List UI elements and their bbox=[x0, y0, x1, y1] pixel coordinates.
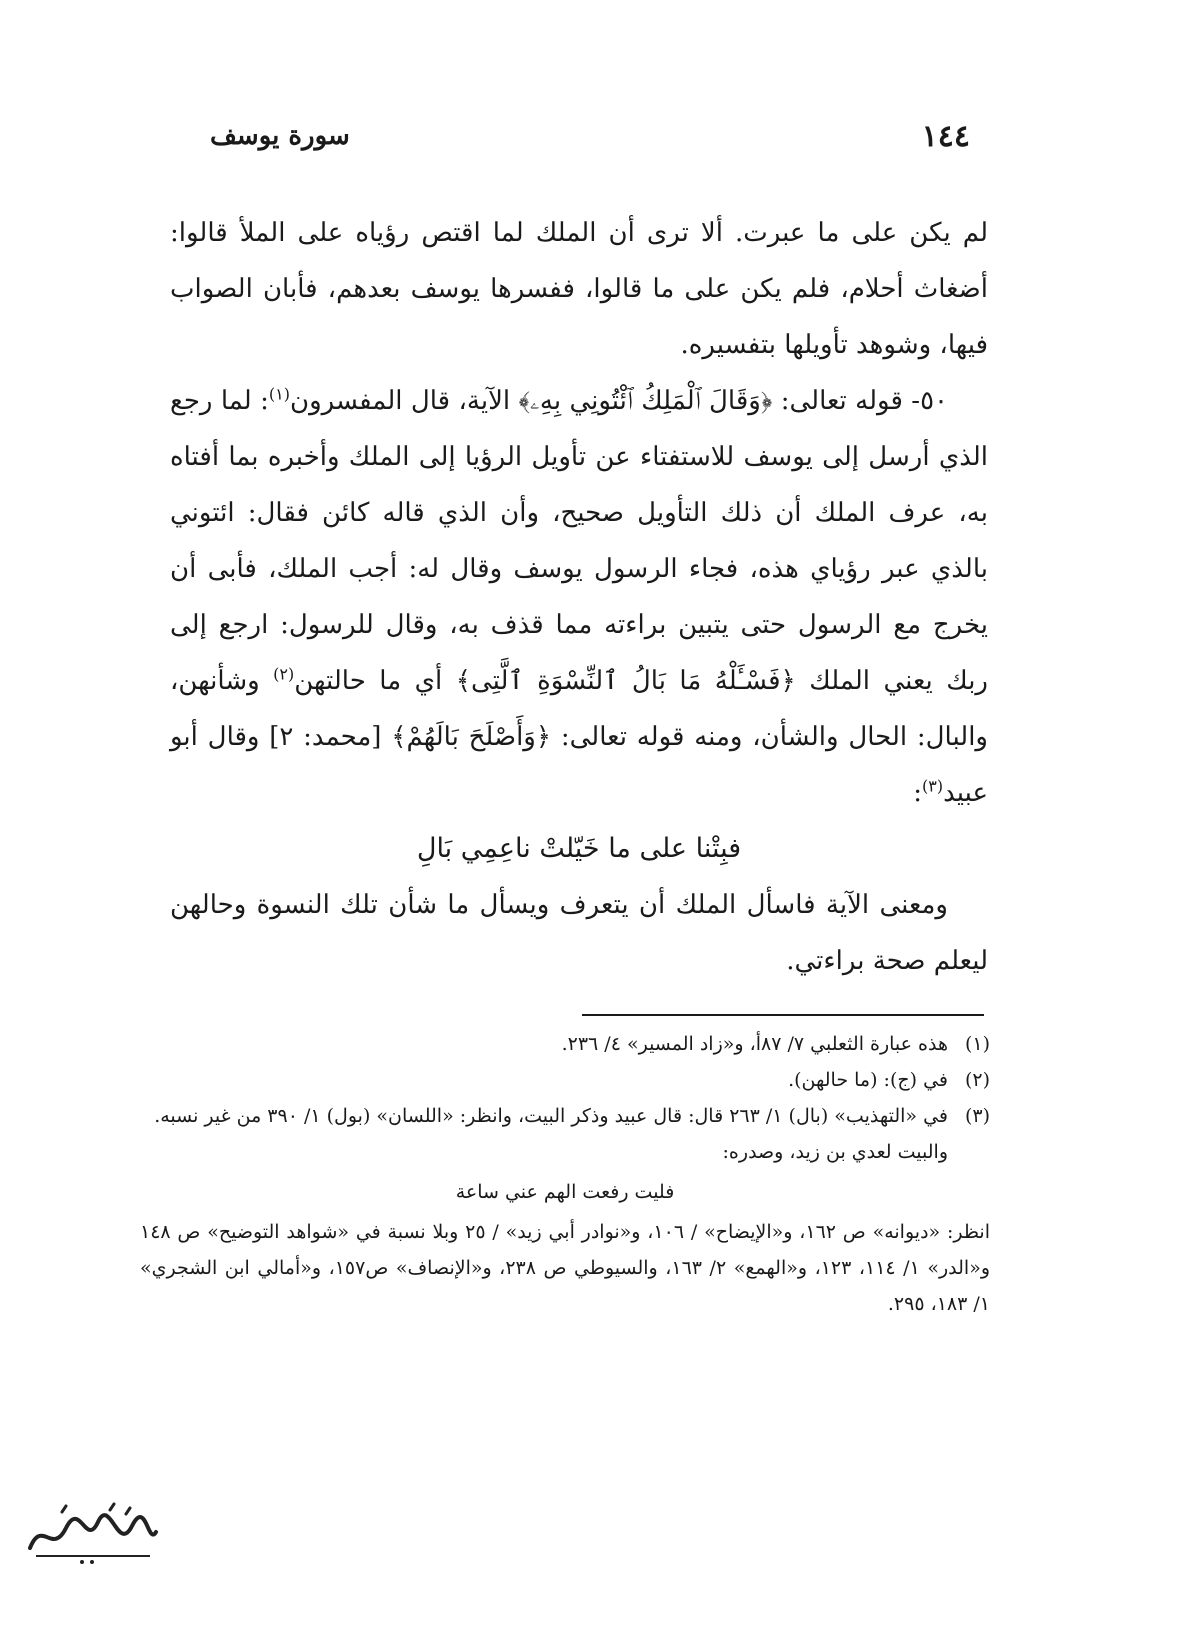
footnote-text: في (ج): (ما حالهن). bbox=[788, 1069, 948, 1091]
footnote-text: هذه عبارة الثعلبي ٧/ ٨٧أ، و«زاد المسير» ٤/ ٢٣٦. bbox=[561, 1033, 948, 1055]
footnotes bbox=[140, 1026, 990, 1322]
footnote-verse: فليت رفعت الهم عني ساعة bbox=[455, 1181, 675, 1203]
footnote-number: (١) bbox=[964, 1033, 990, 1055]
footnote-divider bbox=[582, 1014, 984, 1016]
footnote-3 bbox=[140, 1098, 990, 1170]
paragraph-2-cont: وشأنهن، والبال: الحال والشأن، ومنه قوله تعالى: ﴿وَأَصْلَحَ بَالَهُمْ﴾ [محمد: ٢] وقال أبو عبيد bbox=[170, 666, 988, 808]
footnote-number: (٣) bbox=[964, 1105, 990, 1127]
footnote-body bbox=[140, 1098, 948, 1170]
footnote-text: في «التهذيب» (بال) ١/ ٢٦٣ قال: قال عبيد وذكر البيت، وانظر: «اللسان» (بول) ١/ ٣٩٠ من غير نسبه. bbox=[154, 1105, 948, 1127]
paragraph-2 bbox=[170, 373, 988, 821]
footnote-references: انظر: «ديوانه» ص ١٦٢، و«الإيضاح» / ١٠٦، و«نوادر أبي زيد» / ٢٥ وبلا نسبة في «شواهد التوضيح» ص ١٤٨ و«الدر» ١/ ١١٤، ١٢٣، و«الهمع» ٢/ ١٦٣، والسيوطي ص ٢٣٨، و«الإنصاف» ص١٥٧، و«أمالي ابن الشجري» ١/ ١٨٣، ٢٩٥. bbox=[140, 1221, 990, 1315]
footnote-number: (٢) bbox=[964, 1069, 990, 1091]
poetry-verse: فبِتْنا على ما خَيّلتْ ناعِمِي بَالِ bbox=[416, 833, 742, 864]
footnote-line-2: والبيت لعدي بن زيد، وصدره: bbox=[722, 1141, 948, 1163]
paragraph-1: لم يكن على ما عبرت. ألا ترى أن الملك لما اقتص رؤياه على الملأ قالوا: أضغاث أحلام، فلم يكن على ما قالوا، ففسرها يوسف بعدهم، فأبان الصواب فيها، وشوهد تأويلها بتفسيره. bbox=[170, 218, 988, 360]
footnote-ref-3[interactable]: (٣) bbox=[922, 776, 944, 796]
main-text bbox=[170, 205, 988, 989]
footnote-ref-2[interactable]: (٢) bbox=[273, 664, 295, 684]
paragraph-2-intro: ٥٠- قوله تعالى: ﴿وَقَالَ ٱلْمَلِكُ ٱئْتُونِي بِهِۦ﴾ الآية، قال المفسرون bbox=[289, 386, 948, 416]
paragraph-2-end: : bbox=[913, 778, 923, 808]
page-header bbox=[210, 116, 970, 156]
calligraphy-watermark-logo bbox=[22, 1498, 162, 1568]
paragraph-3: ومعنى الآية فاسأل الملك أن يتعرف ويسأل ما شأن تلك النسوة وحالهن ليعلم صحة براءتي. bbox=[170, 890, 988, 976]
paragraph-2-body: : لما رجع الذي أرسل إلى يوسف للاستفتاء عن تأويل الرؤيا إلى الملك وأخبره بما أفتاه به، عرف الملك أن ذلك التأويل صحيح، وأن الذي قاله كائن فقال: ائتوني بالذي عبر رؤياي هذه، فجاء الرسول يوسف وقال له: أجب الملك، فأبى أن يخرج مع الرسول حتى يتبين براءته مما قذف به، وقال للرسول: ارجع إلى ربك يعني الملك ﴿فَسْـَٔلْهُ مَا بَالُ ٱلنِّسْوَةِ ٱلَّتِى﴾ أي ما حالتهن bbox=[170, 386, 988, 696]
footnote-2 bbox=[140, 1062, 990, 1098]
page-number: ١٤٤ bbox=[921, 118, 970, 154]
footnote-1 bbox=[140, 1026, 990, 1062]
surah-title: سورة يوسف bbox=[210, 121, 350, 151]
footnote-ref-1[interactable]: (١) bbox=[268, 384, 290, 404]
